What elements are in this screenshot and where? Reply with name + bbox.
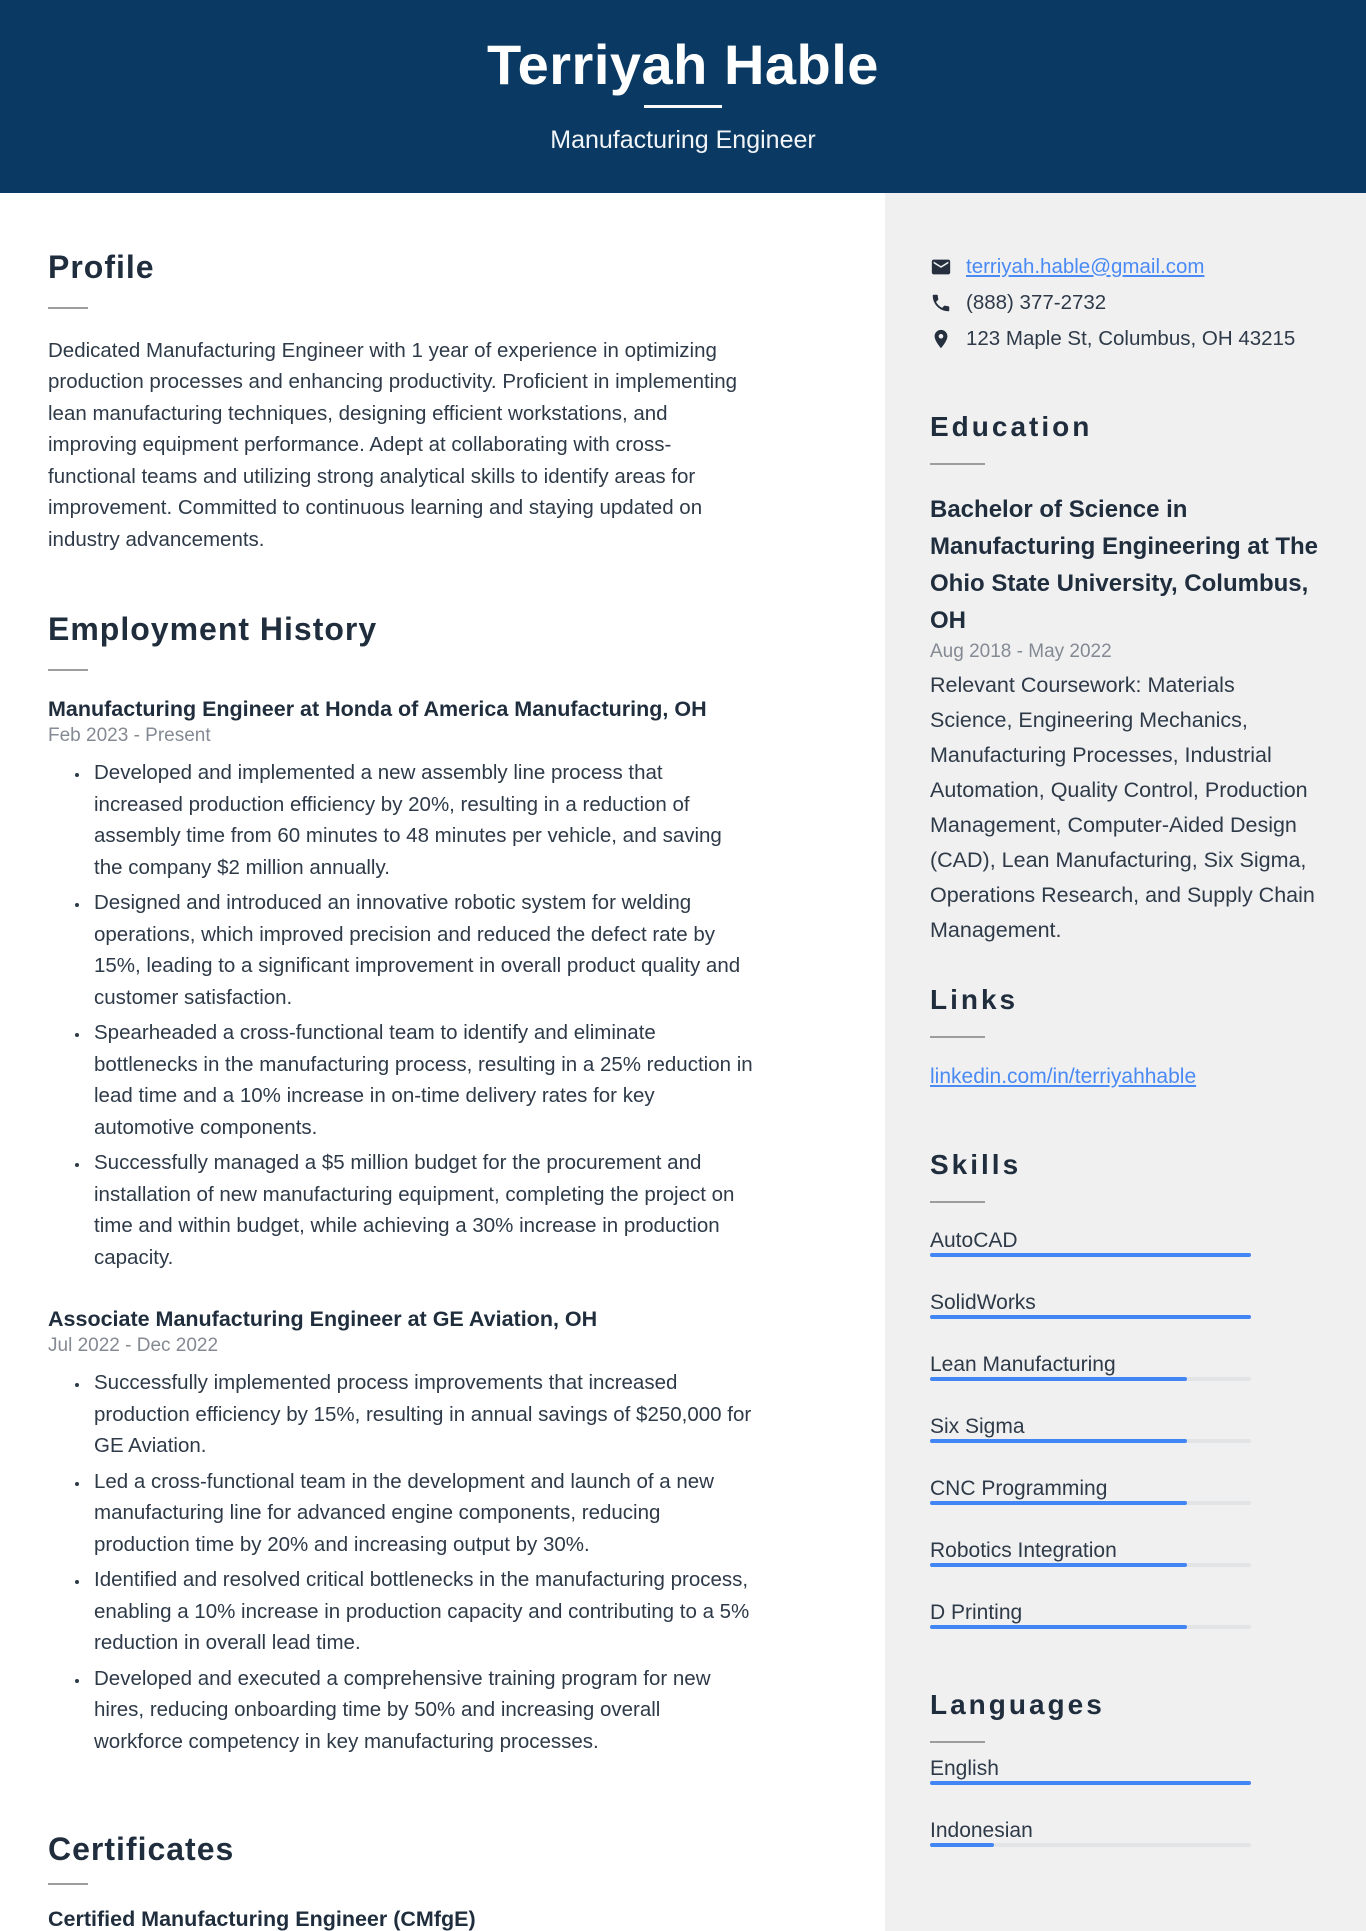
skill-bar-track — [930, 1625, 1251, 1629]
language-bar-track — [930, 1781, 1251, 1785]
skill-bar-fill — [930, 1377, 1187, 1381]
skill-bar-track — [930, 1563, 1251, 1567]
linkedin-link[interactable]: linkedin.com/in/terriyahhable — [930, 1064, 1197, 1088]
contact-phone-row — [930, 291, 1321, 315]
skill-bar-track — [930, 1253, 1251, 1257]
job-bullet: • Successfully managed a $5 million budget for the procurement and installation of new manufacturing equipment, completing the project on time and within budget, while achieving a 30% increase in production capacity. — [90, 1147, 753, 1273]
job-entry — [48, 697, 753, 1273]
job-bullet: • Developed and executed a comprehensive training program for new hires, reducing onboarding time by 50% and increasing overall workforce competency in key manufacturing processes. — [90, 1663, 753, 1758]
job-bullet: • Designed and introduced an innovative robotic system for welding operations, which improved precision and reduced the defect rate by 15%, leading to a significant improvement in overall product quality and customer satisfaction. — [90, 887, 753, 1013]
profile-heading: Profile — [48, 248, 155, 285]
skills-section — [930, 1148, 1321, 1629]
degree-title: Bachelor of Science in Manufacturing Engineering at The Ohio State University, Columbus, OH — [930, 495, 1319, 634]
resume-body — [0, 193, 1366, 1931]
contact-address-row — [930, 327, 1321, 351]
skill-item — [930, 1601, 1321, 1629]
email-link[interactable]: terriyah.hable@gmail.com — [966, 254, 1205, 278]
skill-name: Lean Manufacturing — [930, 1352, 1116, 1376]
location-pin-icon — [930, 328, 952, 350]
certificates-heading: Certificates — [48, 1831, 235, 1867]
profile-text: Dedicated Manufacturing Engineer with 1 year of experience in optimizing production processes and enhancing productivity. Proficient in implementing lean manufacturing techniques, designing efficient workstations, and improving equipment performance. Adept at collaborating with cross-functional teams and utilizing strong analytical skills to identify areas for improvement. Committed to continuous learning and staying updated on industry advancements. — [48, 338, 738, 551]
job-title: Associate Manufacturing Engineer at GE Aviation, OH — [48, 1307, 598, 1331]
languages-heading: Languages — [930, 1688, 1105, 1720]
phone-icon — [930, 292, 952, 314]
section-divider — [930, 1201, 985, 1203]
candidate-job-title: Manufacturing Engineer — [550, 125, 816, 154]
language-name: English — [930, 1756, 999, 1780]
skill-name: D Printing — [930, 1600, 1023, 1624]
employment-section — [48, 613, 753, 1757]
job-bullet-list — [90, 757, 753, 1273]
skill-name: AutoCAD — [930, 1228, 1018, 1252]
employment-heading: Employment History — [48, 611, 378, 647]
job-title: Manufacturing Engineer at Honda of America Manufacturing, OH — [48, 697, 707, 721]
skill-name: Robotics Integration — [930, 1538, 1117, 1562]
language-name: Indonesian — [930, 1818, 1033, 1842]
skill-bar-fill — [930, 1439, 1187, 1443]
language-item — [930, 1819, 1321, 1847]
education-description: Relevant Coursework: Materials Science, Engineering Mechanics, Manufacturing Processes, Industrial Automation, Quality Control, Production Management, Computer-Aided Design (CAD), Lean Manufacturing, Six Sigma, Operations Research, and Supply Chain Management. — [930, 672, 1315, 942]
skill-item — [930, 1291, 1321, 1319]
skill-item — [930, 1415, 1321, 1443]
skill-bar-fill — [930, 1253, 1251, 1257]
language-bar-fill — [930, 1781, 1251, 1785]
section-divider — [930, 1036, 985, 1038]
skill-bar-fill — [930, 1625, 1187, 1629]
job-bullet: • Successfully implemented process improvements that increased production efficiency by 15%, resulting in annual savings of $250,000 for GE Aviation. — [90, 1367, 753, 1462]
skill-name: Six Sigma — [930, 1414, 1025, 1438]
skill-name: SolidWorks — [930, 1290, 1036, 1314]
job-bullet: • Developed and implemented a new assembly line process that increased production efficiency by 20%, resulting in a reduction of assembly time from 60 minutes to 48 minutes per vehicle, and saving the company $2 million annually. — [90, 757, 753, 883]
main-column — [0, 193, 885, 1931]
language-item — [930, 1757, 1321, 1785]
address-text: 123 Maple St, Columbus, OH 43215 — [966, 326, 1296, 350]
section-divider — [48, 669, 88, 671]
education-heading: Education — [930, 410, 1093, 442]
contact-email-row — [930, 255, 1321, 279]
skill-bar-fill — [930, 1501, 1187, 1505]
job-bullet: • Spearheaded a cross-functional team to identify and eliminate bottlenecks in the manufacturing process, resulting in a 25% reduction in lead time and a 10% increase in on-time delivery rates for key automotive components. — [90, 1017, 753, 1143]
skills-heading: Skills — [930, 1148, 1022, 1180]
skill-bar-track — [930, 1439, 1251, 1443]
resume-header — [0, 0, 1366, 193]
education-dates: Aug 2018 - May 2022 — [930, 640, 1112, 662]
education-section — [930, 410, 1321, 948]
language-bar-track — [930, 1843, 1251, 1847]
section-divider — [930, 463, 985, 465]
languages-section — [930, 1688, 1321, 1847]
sidebar — [885, 193, 1366, 1931]
skill-item — [930, 1477, 1321, 1505]
links-section — [930, 983, 1321, 1089]
skill-bar-track — [930, 1501, 1251, 1505]
job-dates: Feb 2023 - Present — [48, 725, 211, 746]
skill-bar-fill — [930, 1563, 1187, 1567]
phone-number: (888) 377-2732 — [966, 290, 1107, 314]
skill-bar-track — [930, 1315, 1251, 1319]
skill-item — [930, 1539, 1321, 1567]
skill-name: CNC Programming — [930, 1476, 1108, 1500]
skill-bar-track — [930, 1377, 1251, 1381]
links-heading: Links — [930, 983, 1019, 1015]
name-underline — [644, 105, 722, 108]
job-dates: Jul 2022 - Dec 2022 — [48, 1335, 219, 1356]
certificates-section — [48, 1833, 753, 1931]
skill-item — [930, 1353, 1321, 1381]
email-icon — [930, 256, 952, 278]
job-bullet-list — [90, 1367, 753, 1757]
contact-block — [930, 255, 1321, 351]
skill-bar-fill — [930, 1315, 1251, 1319]
profile-section — [48, 248, 753, 556]
section-divider — [930, 1741, 985, 1743]
job-entry — [48, 1307, 753, 1757]
job-bullet: • Identified and resolved critical bottlenecks in the manufacturing process, enabling a 10% increase in production capacity and contributing to a 5% reduction in overall lead time. — [90, 1564, 753, 1659]
skill-item — [930, 1229, 1321, 1257]
language-bar-fill — [930, 1843, 994, 1847]
job-bullet: • Led a cross-functional team in the development and launch of a new manufacturing line for advanced engine components, reducing production time by 20% and increasing output by 30%. — [90, 1466, 753, 1561]
section-divider — [48, 1883, 88, 1885]
certificate-title: Certified Manufacturing Engineer (CMfgE) — [48, 1907, 476, 1931]
candidate-name: Terriyah Hable — [487, 33, 879, 96]
section-divider — [48, 307, 88, 309]
